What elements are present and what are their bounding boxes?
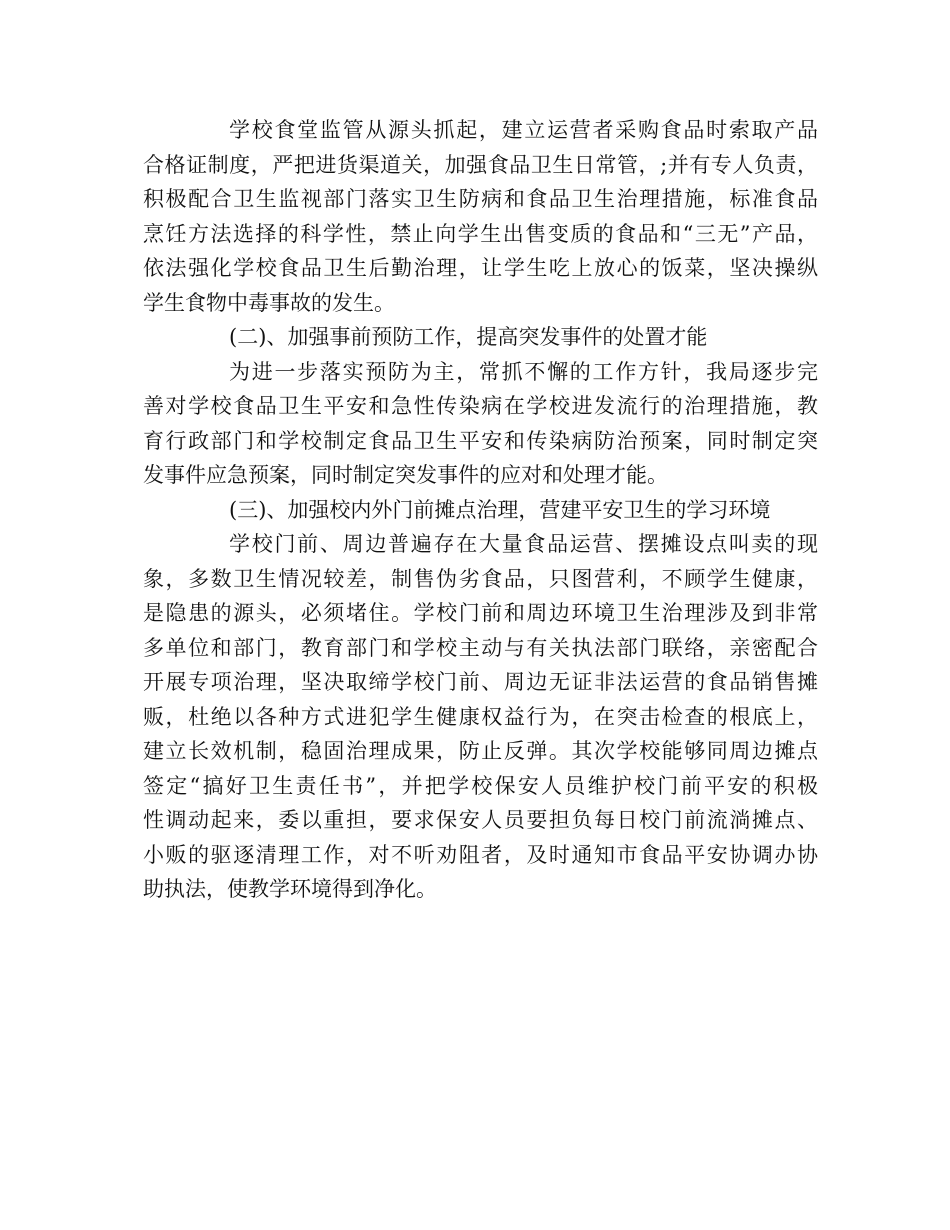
paragraph-3-line-5: 开展专项治理，坚决取缔学校门前、周边无证非法运营的食品销售摊 [143, 670, 818, 694]
paragraph-3-line-10: 小贩的驱逐清理工作，对不听劝阻者，及时通知市食品平安协调办协 [143, 842, 818, 867]
paragraph-3-line-3: 是隐患的源头，必须堵住。学校门前和周边环境卫生治理涉及到非常 [143, 601, 818, 625]
paragraph-2-line-3: 育行政部门和学校制定食品卫生平安和传染病防治预案，同时制定突 [143, 428, 818, 453]
paragraph-2-line-4: 发事件应急预案，同时制定突发事件的应对和处理才能。 [143, 463, 668, 487]
paragraph-3-line-9: 性调动起来，委以重担，要求保安人员要担负每日校门前流淌摊点、 [143, 808, 818, 832]
paragraph-3-line-4: 多单位和部门，教育部门和学校主动与有关执法部门联络，亲密配合 [143, 635, 818, 660]
paragraph-2-line-1: 为进一步落实预防为主，常抓不懈的工作方针，我局逐步完 [229, 359, 818, 384]
section-heading-2: (二)、加强事前预防工作，提高突发事件的处置才能 [229, 325, 708, 349]
paragraph-3-line-1: 学校门前、周边普遍存在大量食品运营、摆摊设点叫卖的现 [229, 532, 818, 556]
paragraph-3-line-6: 贩，杜绝以各种方式进犯学生健康权益行为，在突击检查的根底上， [143, 704, 818, 729]
section-heading-3: (三)、加强校内外门前摊点治理，营建平安卫生的学习环境 [229, 497, 771, 522]
paragraph-1-line-1: 学校食堂监管从源头抓起，建立运营者采购食品时索取产品 [229, 118, 818, 142]
paragraph-1-line-3: 积极配合卫生监视部门落实卫生防病和食品卫生治理措施，标准食品 [143, 187, 818, 211]
paragraph-1-line-2: 合格证制度，严把进货渠道关，加强食品卫生日常管，;并有专人负责， [143, 152, 818, 177]
paragraph-3-line-7: 建立长效机制，稳固治理成果，防止反弹。其次学校能够同周边摊点 [143, 739, 818, 763]
paragraph-1-line-6: 学生食物中毒事故的发生。 [143, 290, 395, 315]
paragraph-2-line-2: 善对学校食品卫生平安和急性传染病在学校进发流行的治理措施，教 [143, 394, 818, 418]
document-body [143, 113, 818, 907]
paragraph-3-line-8: 签定“搞好卫生责任书”，并把学校保安人员维护校门前平安的积极 [143, 773, 818, 798]
paragraph-3-line-11: 助执法，使教学环境得到净化。 [143, 877, 437, 901]
paragraph-1-line-4: 烹饪方法选择的科学性，禁止向学生出售变质的食品和“三无”产品， [143, 221, 818, 246]
paragraph-1-line-5: 依法强化学校食品卫生后勤治理，让学生吃上放心的饭菜，坚决操纵 [143, 256, 818, 280]
paragraph-3-line-2: 象，多数卫生情况较差，制售伪劣食品，只图营利，不顾学生健康， [143, 566, 818, 591]
